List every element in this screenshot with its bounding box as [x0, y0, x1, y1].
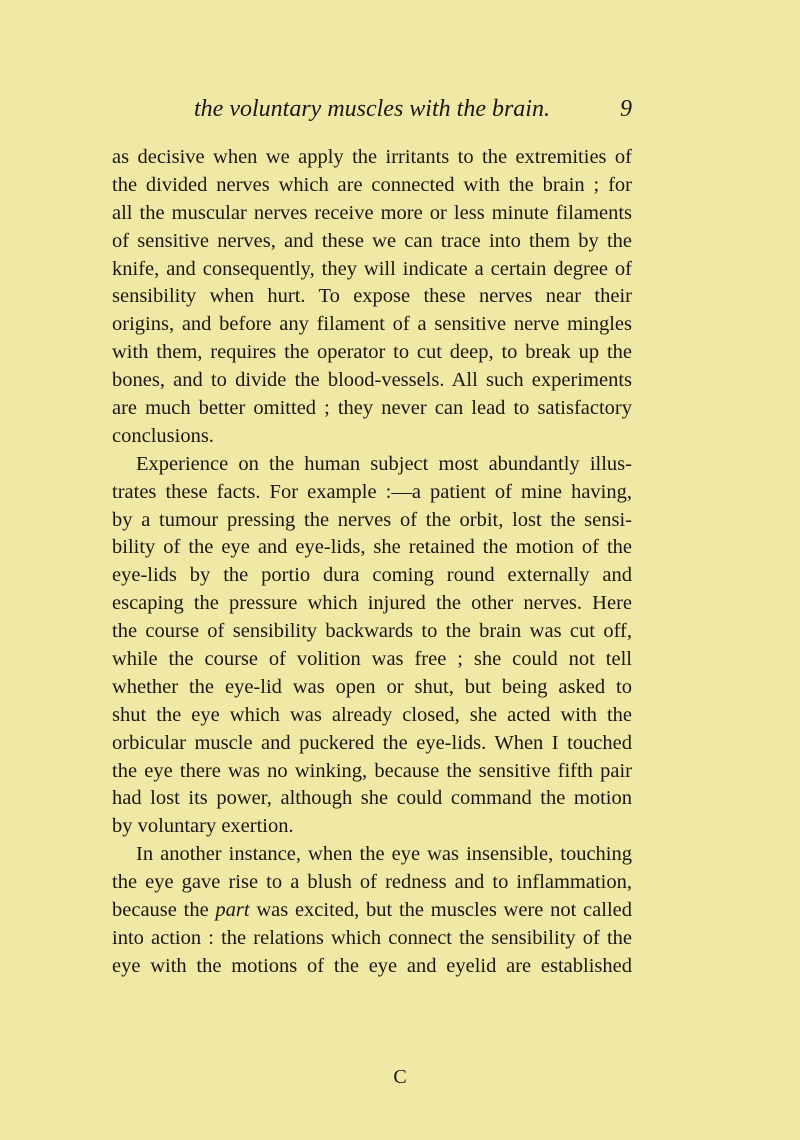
- emphasis: part: [215, 899, 250, 922]
- text-line: because the part was excited, but the muscles were not called: [112, 899, 632, 922]
- text-line: bility of the eye and eye-lids, she retained the motion of the: [112, 536, 632, 559]
- text-line: are much better omitted ; they never can lead to satisfactory: [112, 397, 632, 420]
- signature-mark: C: [393, 1066, 407, 1088]
- text-line: as decisive when we apply the irritants to the extremities of: [112, 146, 632, 168]
- text-line: by a tumour pressing the nerves of the orbit, lost the sensi-: [112, 508, 632, 531]
- text-line: whether the eye-lid was open or shut, but being asked to: [112, 675, 632, 698]
- text-line: conclusions.: [112, 424, 214, 447]
- text-line: the course of sensibility backwards to the brain was cut off,: [112, 620, 632, 643]
- text-line: with them, requires the operator to cut deep, to break up the: [112, 341, 632, 364]
- text-line: trates these facts. For example :—a patient of mine having,: [112, 480, 632, 503]
- text-line: eye-lids by the portio dura coming round externally and: [112, 564, 632, 587]
- text-line: the divided nerves which are connected with the brain ; for: [112, 173, 632, 196]
- text-line: escaping the pressure which injured the other nerves. Here: [112, 592, 632, 615]
- text-line: into action : the relations which connect the sensibility of the: [112, 926, 632, 949]
- text-line: orbicular muscle and puckered the eye-lids. When I touched: [112, 731, 632, 754]
- page-number: 9: [620, 96, 632, 122]
- text-line: had lost its power, although she could command the motion: [112, 787, 632, 810]
- running-title: the voluntary muscles with the brain.: [194, 96, 550, 122]
- text-line: knife, and consequently, they will indicate a certain degree of: [112, 257, 632, 280]
- text-line: all the muscular nerves receive more or less minute filaments: [112, 201, 632, 224]
- text-line: sensibility when hurt. To expose these nerves near their: [112, 285, 632, 308]
- text-line: Experience on the human subject most abundantly illus-: [136, 452, 632, 475]
- text-line: In another instance, when the eye was insensible, touching: [136, 843, 632, 866]
- text-line: eye with the motions of the eye and eyelid are established: [112, 954, 632, 977]
- text-line: by voluntary exertion.: [112, 815, 294, 838]
- text-line: bones, and to divide the blood-vessels. All such experiments: [112, 369, 632, 392]
- text-line: origins, and before any filament of a sensitive nerve mingles: [112, 313, 632, 336]
- running-head: [112, 96, 632, 132]
- text-line: the eye gave rise to a blush of redness and to inflammation,: [112, 871, 632, 894]
- body-text: [112, 144, 632, 981]
- text-line: while the course of volition was free ; she could not tell: [112, 648, 632, 671]
- text-line: of sensitive nerves, and these we can trace into them by the: [112, 229, 632, 252]
- text-line: the eye there was no winking, because the sensitive fifth pair: [112, 759, 632, 782]
- text-line: shut the eye which was already closed, she acted with the: [112, 703, 632, 726]
